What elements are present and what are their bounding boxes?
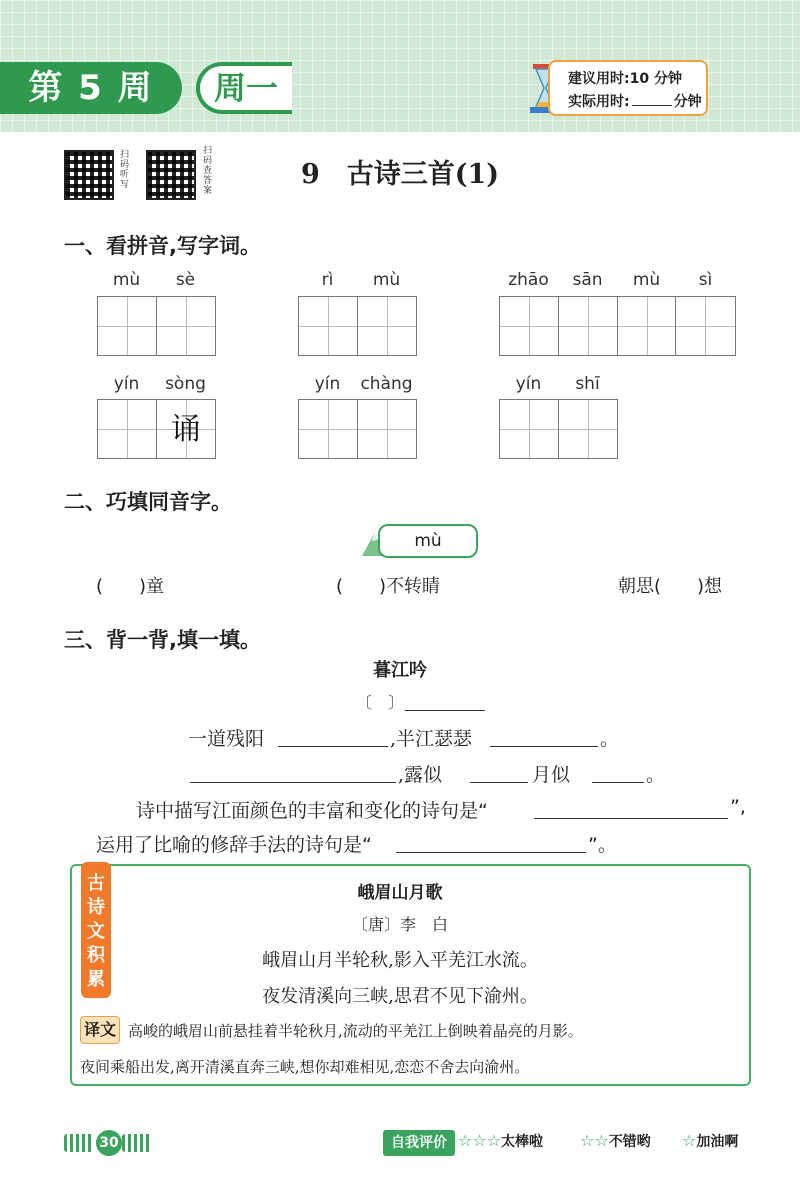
actual-time-unit: 分钟 [673, 94, 702, 110]
poem-line1-mid: ,半江瑟瑟 [390, 728, 473, 750]
translation-text: 高峻的峨眉山前悬挂着半轮秋月,流动的平羌江上倒映着晶亮的月影。 [128, 1022, 583, 1040]
author-blank[interactable] [405, 710, 485, 711]
pinyin: sì [698, 270, 713, 290]
writing-grid [499, 399, 618, 459]
pinyin: sān [572, 270, 603, 290]
homophone-item[interactable]: ( )童 [96, 576, 165, 597]
star-icon: ☆ [682, 1131, 697, 1150]
section1-heading: 一、看拼音,写字词。 [64, 234, 261, 258]
pinyin: zhāo [508, 270, 549, 290]
question1-text: 诗中描写江面颜色的丰富和变化的诗句是“ [136, 800, 488, 822]
question1-end: ”, [730, 796, 746, 818]
pinyin: yín [113, 374, 140, 394]
section2-heading: 二、巧填同音字。 [64, 490, 232, 514]
poem-blank[interactable] [592, 782, 644, 783]
question2-text: 运用了比喻的修辞手法的诗句是“ [96, 834, 372, 856]
writing-cell[interactable] [676, 297, 735, 355]
poem-blank[interactable] [490, 746, 598, 747]
writing-cell[interactable] [98, 400, 157, 458]
self-eval-label: 自我评价 [383, 1130, 455, 1156]
pinyin: mù [112, 270, 141, 290]
time-box [548, 60, 708, 116]
rating-good[interactable]: ☆☆不错哟 [580, 1131, 651, 1150]
poem-line1-end: 。 [600, 728, 620, 750]
pinyin: chàng [360, 374, 413, 394]
poem-line2-mid: 月似 [532, 764, 571, 786]
homophone-item[interactable]: ( )不转睛 [336, 576, 441, 597]
writing-grid [298, 296, 417, 356]
writing-grid [97, 399, 216, 459]
translation-text: 夜间乘船出发,离开清溪直奔三峡,想你却难相见,恋恋不舍去向渝州。 [80, 1058, 530, 1076]
suggested-time: 建议用时:10 分钟 [568, 71, 682, 87]
pinyin: shī [575, 374, 600, 394]
writing-cell[interactable] [559, 400, 618, 458]
poem-blank[interactable] [278, 746, 388, 747]
answer-blank[interactable] [534, 818, 728, 819]
homophone-pinyin-pill: mù [378, 524, 478, 558]
section3-heading: 三、背一背,填一填。 [64, 628, 261, 652]
writing-cell[interactable] [500, 400, 559, 458]
pinyin: rì [321, 270, 334, 290]
week-label: 第 5 周 [0, 62, 182, 114]
actual-time-field[interactable] [632, 105, 672, 106]
writing-cell[interactable] [500, 297, 559, 355]
homophone-item[interactable]: 朝思( )想 [618, 576, 723, 597]
writing-grid [97, 296, 216, 356]
writing-cell[interactable] [299, 297, 358, 355]
page-decoration [122, 1134, 152, 1152]
author-bracket: 〔 〕 [356, 693, 405, 712]
actual-time-row [568, 91, 702, 111]
accumulation-line: 夜发清溪向三峡,思君不见下渝州。 [262, 986, 538, 1007]
poem-line2-start: ,露似 [398, 764, 443, 786]
writing-cell[interactable] [299, 400, 358, 458]
poem-line1-start: 一道残阳 [188, 728, 265, 750]
question2-end: ”。 [588, 834, 617, 856]
pinyin: sè [175, 270, 196, 290]
rating-excellent[interactable]: ☆☆☆太棒啦 [458, 1131, 544, 1150]
page-decoration [64, 1134, 94, 1152]
accumulation-poem-title: 峨眉山月歌 [357, 883, 443, 903]
writing-cell[interactable]: 诵 [157, 400, 216, 458]
rating-keep-going[interactable]: ☆加油啊 [682, 1131, 739, 1150]
writing-grid [499, 296, 736, 356]
poem-blank[interactable] [190, 782, 396, 783]
writing-cell[interactable] [157, 297, 216, 355]
pinyin: mù [372, 270, 401, 290]
writing-grid [298, 399, 417, 459]
answer-blank[interactable] [396, 852, 586, 853]
pinyin: sòng [165, 374, 206, 394]
translation-label: 译文 [80, 1016, 120, 1044]
pinyin: yín [515, 374, 542, 394]
writing-cell[interactable] [559, 297, 618, 355]
day-label: 周一 [196, 62, 292, 114]
writing-cell[interactable] [358, 297, 417, 355]
writing-cell[interactable] [98, 297, 157, 355]
writing-cell[interactable] [618, 297, 677, 355]
star-icon: ☆☆ [580, 1131, 609, 1150]
accumulation-author: 〔唐〕李 白 [351, 915, 448, 934]
actual-time-label: 实际用时: [568, 94, 630, 110]
poem-title: 暮江吟 [373, 660, 427, 681]
lesson-title: 9 古诗三首(1) [300, 159, 500, 190]
poem-blank[interactable] [470, 782, 528, 783]
qr-label-answers: 扫码查答案 [203, 146, 213, 196]
page-number: 30 [96, 1130, 122, 1156]
poem-line2-end: 。 [646, 764, 666, 786]
pinyin: mù [632, 270, 661, 290]
star-icon: ☆☆☆ [458, 1131, 502, 1150]
accumulation-line: 峨眉山月半轮秋,影入平羌江水流。 [262, 950, 538, 971]
writing-cell[interactable] [358, 400, 417, 458]
pinyin: yín [314, 374, 341, 394]
accumulation-tag: 古诗文积累 [81, 862, 111, 998]
qr-label-dictation: 扫码听写 [120, 150, 130, 190]
